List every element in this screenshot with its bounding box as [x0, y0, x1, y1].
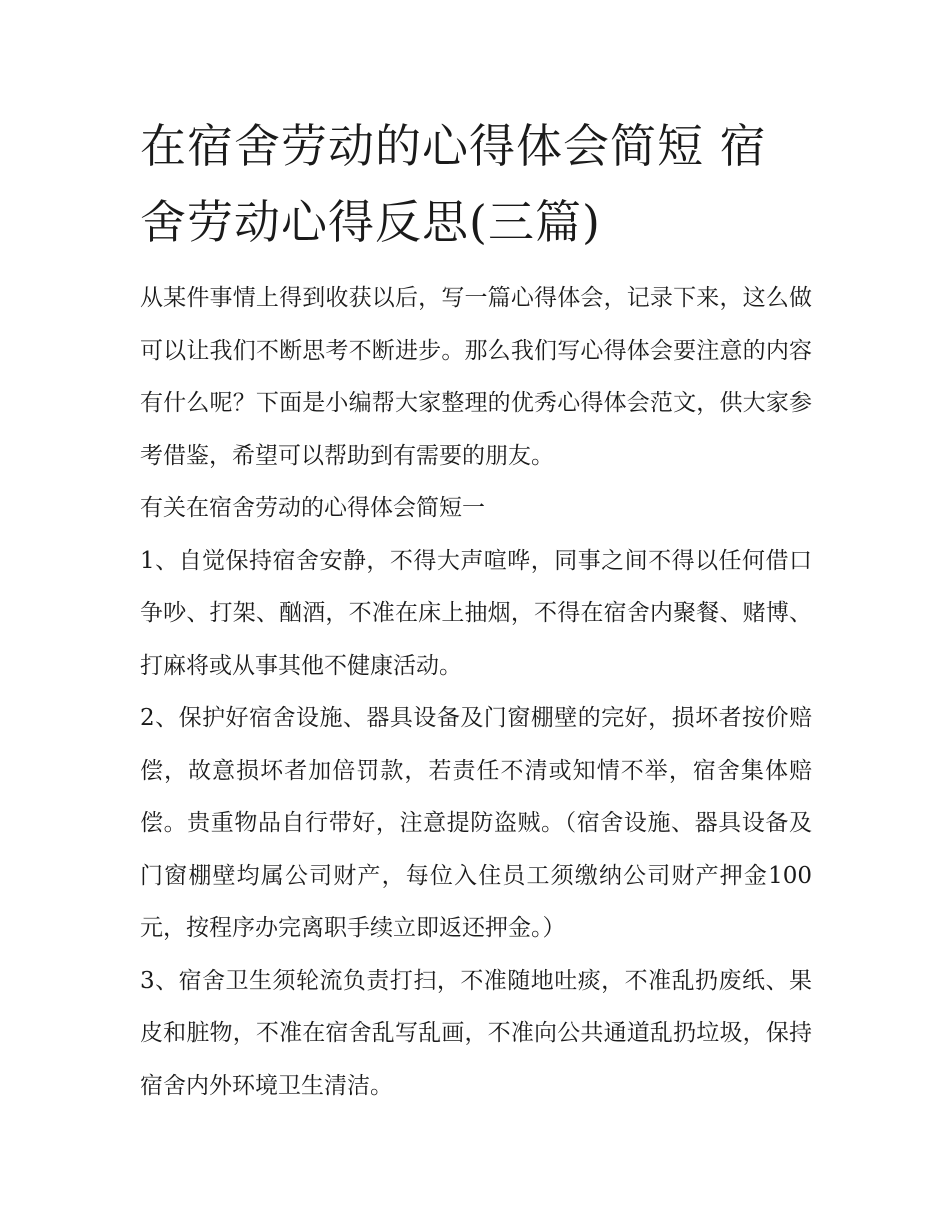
- list-item: 3、宿舍卫生须轮流负责打扫，不准随地吐痰，不准乱扔废纸、果皮和脏物，不准在宿舍乱写乱画，不准向公共通道乱扔垃圾，保持宿舍内外环境卫生清洁。: [140, 967, 812, 1099]
- intro-paragraph: 从某件事情上得到收获以后，写一篇心得体会，记录下来，这么做可以让我们不断思考不断进步。那么我们写心得体会要注意的内容有什么呢？下面是小编帮大家整理的优秀心得体会范文，供大家参考借鉴，希望可以帮助到有需要的朋友。: [140, 285, 812, 469]
- list-item: 1、自觉保持宿舍安静，不得大声喧哗，同事之间不得以任何借口争吵、打架、酗酒，不准在床上抽烟，不得在宿舍内聚餐、赌博、打麻将或从事其他不健康活动。: [140, 547, 812, 679]
- document-page: [140, 108, 812, 1112]
- document-title: 在宿舍劳动的心得体会简短 宿舍劳动心得反思(三篇): [140, 119, 767, 249]
- section-heading: 有关在宿舍劳动的心得体会简短一: [140, 495, 485, 521]
- list-item: 2、保护好宿舍设施、器具设备及门窗棚壁的完好，损坏者按价赔偿，故意损坏者加倍罚款，若责任不清或知情不举，宿舍集体赔偿。贵重物品自行带好，注意提防盗贼。（宿舍设施、器具设备及门窗棚壁均属公司财产，每位入住员工须缴纳公司财产押金100元，按程序办完离职手续立即返还押金。）: [140, 705, 812, 941]
